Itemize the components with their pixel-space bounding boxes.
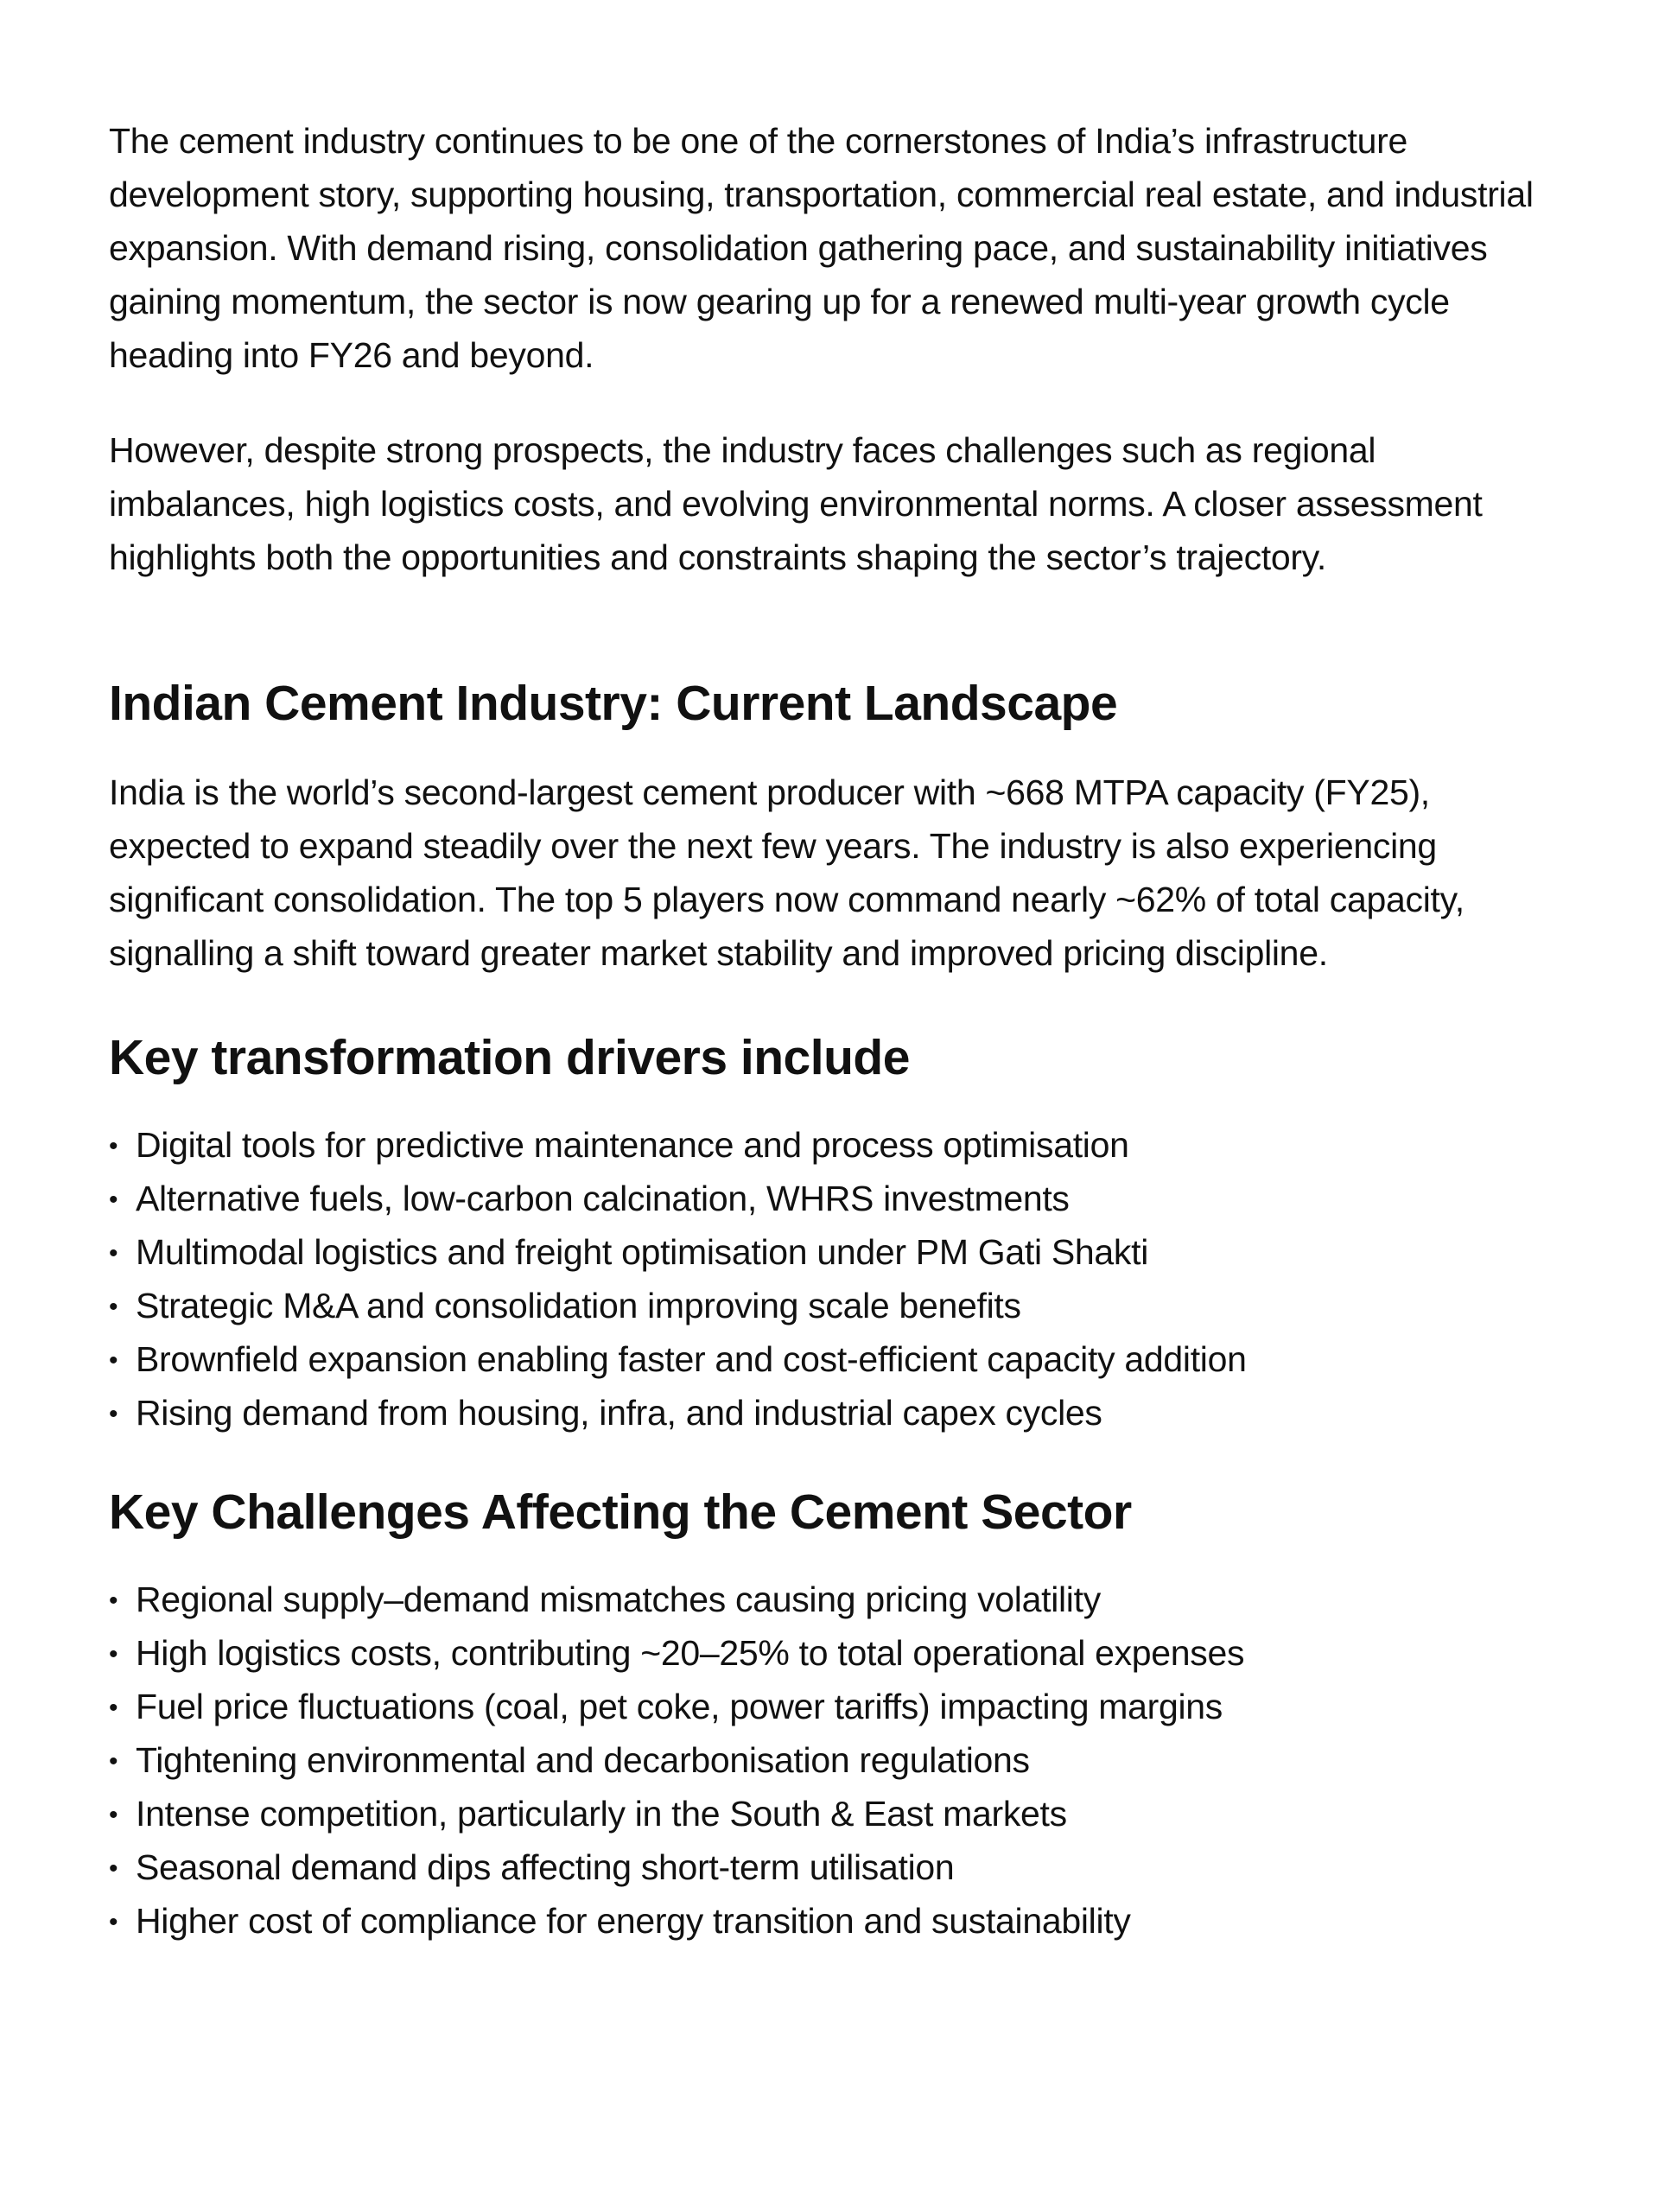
bullet-dot: • — [109, 1185, 118, 1214]
bullet-dot: • — [109, 1239, 118, 1268]
list-item — [109, 1573, 1543, 1626]
list-item-text: High logistics costs, contributing ~20–25% to total operational expenses — [136, 1633, 1245, 1673]
list-item — [109, 1332, 1543, 1386]
list-item — [109, 1626, 1543, 1680]
list-item-text: Fuel price fluctuations (coal, pet coke, power tariffs) impacting margins — [136, 1687, 1223, 1726]
list-item — [109, 1279, 1543, 1332]
list-item — [109, 1172, 1543, 1225]
landscape-paragraph: India is the world’s second-largest cement producer with ~668 MTPA capacity (FY25), expected to expand steadily over the next few years. The industry is also experiencing significant consolidation. The top 5 players now command nearly ~62% of total capacity, signalling a shift toward greater market stability and improved pricing discipline. — [109, 772, 1465, 973]
bullet-dot: • — [109, 1132, 118, 1160]
list-item — [109, 1894, 1543, 1948]
landscape-heading: Indian Cement Industry: Current Landscape — [109, 676, 1118, 731]
bullet-dot: • — [109, 1854, 118, 1883]
list-item-text: Intense competition, particularly in the South & East markets — [136, 1794, 1067, 1834]
drivers-list — [109, 1118, 1543, 1440]
intro-paragraph-1: The cement industry continues to be one of the cornerstones of India’s infrastructure development story, supporting housing, transportation, commercial real estate, and industrial expansion. With demand rising, consolidation gathering pace, and sustainability initiatives gaining momentum, the sector is now gearing up for a renewed multi-year growth cycle heading into FY26 and beyond. — [109, 121, 1534, 375]
bullet-dot: • — [109, 1747, 118, 1776]
list-item — [109, 1118, 1543, 1172]
list-item-text: Higher cost of compliance for energy transition and sustainability — [136, 1901, 1131, 1941]
bullet-dot: • — [109, 1293, 118, 1321]
list-item-text: Alternative fuels, low-carbon calcination, WHRS investments — [136, 1179, 1070, 1218]
list-item — [109, 1733, 1543, 1787]
list-item-text: Digital tools for predictive maintenance and process optimisation — [136, 1125, 1129, 1165]
challenges-heading: Key Challenges Affecting the Cement Sector — [109, 1484, 1132, 1540]
list-item — [109, 1787, 1543, 1840]
list-item-text: Strategic M&A and consolidation improving scale benefits — [136, 1286, 1021, 1325]
list-item — [109, 1386, 1543, 1440]
list-item-text: Tightening environmental and decarbonisation regulations — [136, 1740, 1030, 1780]
bullet-dot: • — [109, 1801, 118, 1829]
list-item-text: Seasonal demand dips affecting short-term utilisation — [136, 1847, 955, 1887]
list-item-text: Brownfield expansion enabling faster and cost-efficient capacity addition — [136, 1339, 1247, 1379]
list-item — [109, 1680, 1543, 1733]
document-page — [109, 114, 1543, 1948]
list-item — [109, 1840, 1543, 1894]
list-item-text: Regional supply–demand mismatches causing pricing volatility — [136, 1580, 1101, 1619]
bullet-dot: • — [109, 1908, 118, 1936]
bullet-dot: • — [109, 1400, 118, 1428]
list-item — [109, 1225, 1543, 1279]
list-item-text: Rising demand from housing, infra, and industrial capex cycles — [136, 1393, 1102, 1433]
intro-paragraph-2: However, despite strong prospects, the industry faces challenges such as regional imbalances, high logistics costs, and evolving environmental norms. A closer assessment highlights both the opportunities and constraints shaping the sector’s trajectory. — [109, 430, 1483, 577]
bullet-dot: • — [109, 1586, 118, 1615]
bullet-dot: • — [109, 1346, 118, 1375]
list-item-text: Multimodal logistics and freight optimisation under PM Gati Shakti — [136, 1232, 1149, 1272]
drivers-heading: Key transformation drivers include — [109, 1030, 910, 1085]
bullet-dot: • — [109, 1694, 118, 1722]
bullet-dot: • — [109, 1640, 118, 1669]
challenges-list — [109, 1573, 1543, 1948]
